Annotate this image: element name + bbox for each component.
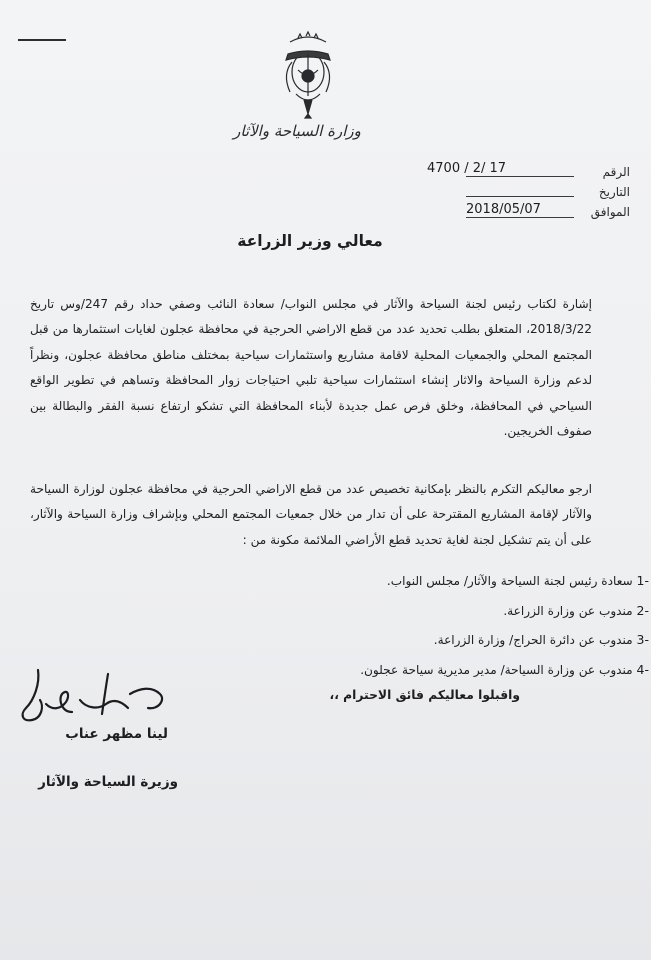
committee-item-number: 3- bbox=[636, 632, 649, 647]
reference-number-value: 4700 / 2/ 17 bbox=[427, 161, 507, 176]
committee-item-text: مندوب عن وزارة السياحة/ مدير مديرية سياحة عجلون. bbox=[360, 662, 633, 677]
signatory-name: لينا مظهر عناب bbox=[65, 726, 168, 742]
reference-corresponding-label: الموافق bbox=[590, 205, 630, 219]
committee-item-text: مندوب عن دائرة الحراج/ وزارة الزراعة. bbox=[433, 633, 633, 647]
committee-item bbox=[30, 566, 651, 596]
addressee: معالي وزير الزراعة bbox=[237, 232, 383, 250]
reference-number-label: الرقم bbox=[602, 165, 630, 179]
signatory-title: وزيرة السياحة والآثار bbox=[38, 774, 178, 790]
reference-number-line bbox=[466, 176, 574, 177]
reference-date-label: التاريخ bbox=[598, 185, 630, 199]
body-paragraph-1: إشارة لكتاب رئيس لجنة السياحة والآثار في مجلس النواب/ سعادة النائب وصفي حداد رقم 247/وس تاريخ 2018/3/22، المتعلق بطلب تحديد عدد من قطع الاراضي الحرجية في محافظة عجلون لغايات استثمارها من قبل المجتمع المحلي والجمعيات المحلية لاقامة مشاريع واستثمارات سياحية بمختلف مناطق محافظة عجلون، ونظراً لدعم وزارة السياحة والاثار إنشاء استثمارات سياحية تلبي احتياجات زوار المحافظة وتساهم في تطوير الواقع السياحي في المحافظة، وخلق فرص عمل جديدة لأبناء المحافظة التي تشكو ارتفاع نسبة الفقر والبطالة بين صفوف الخريجين. bbox=[30, 297, 592, 439]
committee-item-number: 2- bbox=[636, 602, 649, 618]
reference-corresponding-line bbox=[466, 217, 574, 218]
body-paragraph-2: ارجو معاليكم التكرم بالنظر بإمكانية تخصيص عدد من قطع الاراضي الحرجية في محافظة عجلون لوزارة السياحة والآثار لإقامة المشاريع المقترحة على أن تدار من خلال جمعيات المجتمع المحلي وبإشراف وزارة السياحة والآثار، على أن يتم تشكيل لجنة لغاية تحديد قطع الأراضي الملائمة مكونة من : bbox=[30, 482, 592, 547]
committee-item-number: 1- bbox=[636, 573, 649, 588]
committee-item bbox=[30, 625, 651, 655]
reference-date-line bbox=[466, 196, 574, 197]
committee-item-number: 4- bbox=[636, 661, 649, 677]
committee-item-text: سعادة رئيس لجنة السياحة والآثار/ مجلس النواب. bbox=[386, 574, 633, 588]
jordan-crest-icon bbox=[268, 30, 348, 120]
corner-dash bbox=[18, 39, 66, 41]
ministry-name: وزارة السياحة والآثار bbox=[233, 122, 361, 140]
reference-corresponding-value: 2018/05/07 bbox=[466, 202, 541, 217]
committee-item-text: مندوب عن وزارة الزراعة. bbox=[503, 603, 633, 618]
closing-line: واقبلوا معاليكم فائق الاحترام ،، bbox=[329, 688, 520, 702]
committee-item bbox=[30, 596, 651, 626]
